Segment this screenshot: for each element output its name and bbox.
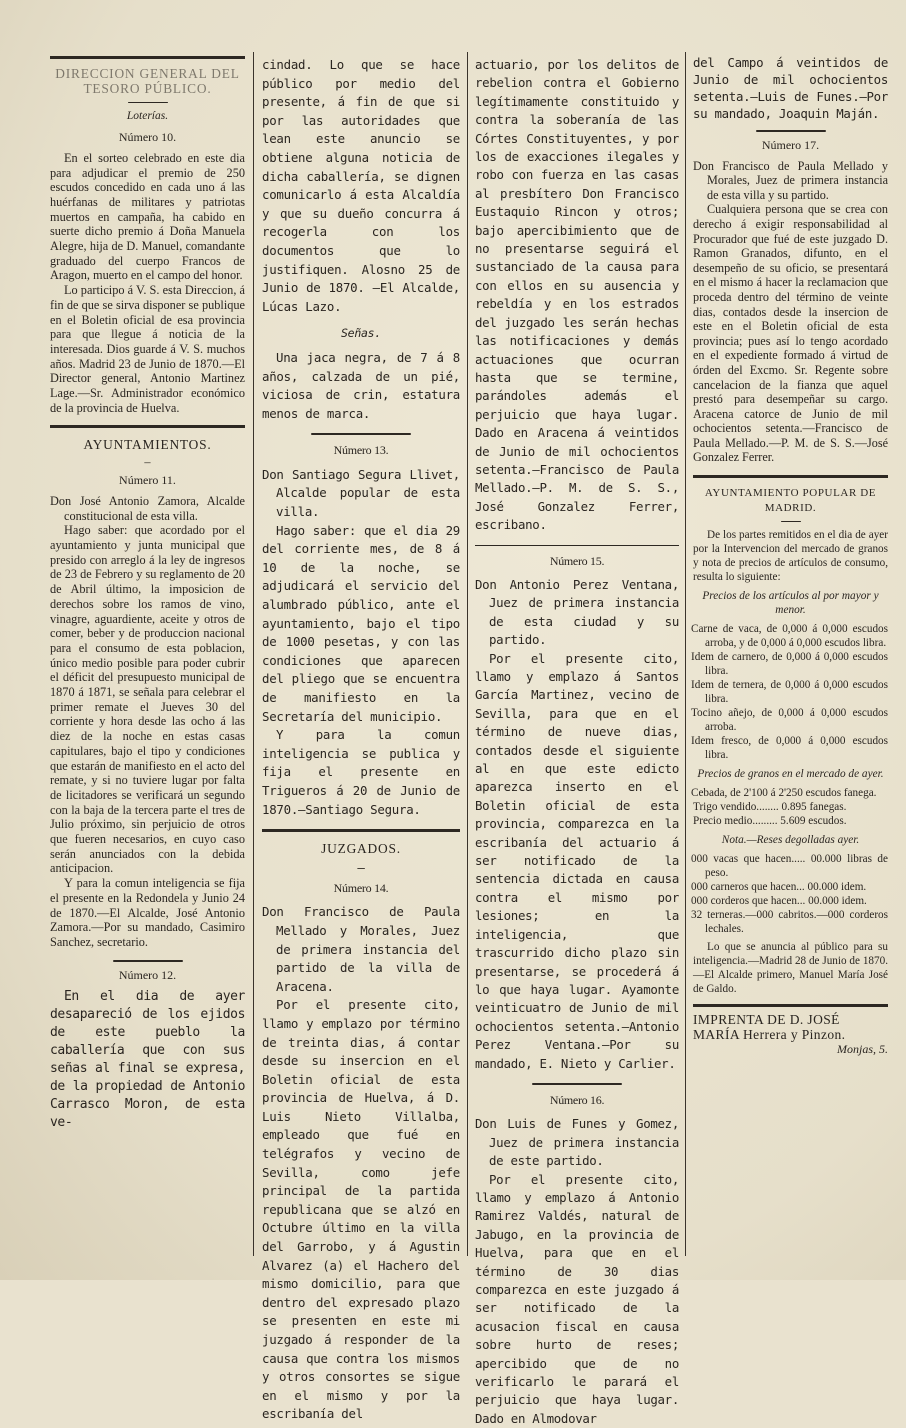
- price-line: Idem fresco, de 0,000 á 0,000 escudos libra.: [691, 735, 888, 762]
- column-rule: [253, 52, 254, 1256]
- section-heading: AYUNTAMIENTOS.: [83, 437, 212, 453]
- notice-text: Cualquiera persona que se crea con derecho á exigir responsabilidad al Procurador que fué de este juzgado D. Ramon Granados, difunto, en el desempeño de su oficio, se presentará en el mismo á hacer la reclamacion que proceda dentro del término de veinte dias, contados desde la insercion de este en el Boletin oficial de esta provincia; pues así lo tengo acordado en el expediente formado á virtud de órden del Excmo. Sr. Regente sobre cancelacion de la fianza que aquel prestó para desempeñar su cargo. Aracena catorce de Junio de mil ochocientos setenta.—Francisco de Paula Mellado.—P. M. de S. S.—José Gonzalez Ferrer.: [693, 202, 888, 465]
- dash: –: [144, 455, 151, 470]
- price-line: 000 vacas que hacen..... 00.000 libras de peso.: [691, 853, 888, 880]
- notice-text: Y para la comun inteligencia se fija el presente en la Redondela y Junio 24 de 1870.—El Alcalde, José Antonio Zamora.—Por su mandado, Casimiro Sanchez, secretario.: [50, 876, 245, 949]
- divider: [475, 545, 679, 546]
- price-line: Carne de vaca, de 0,000 á 0,000 escudos arroba, y de 0,000 á 0,000 escudos libra.: [691, 623, 888, 650]
- subheading: Loterías.: [126, 110, 169, 123]
- imprint-location: Monjas, 5.: [837, 1042, 888, 1057]
- notice-number: Número 10.: [118, 130, 177, 145]
- notice-number: Número 13.: [333, 443, 389, 458]
- subheading: Precios de los artículos al por mayor y menor.: [702, 590, 879, 617]
- divider: [113, 960, 183, 962]
- column-3: [475, 52, 679, 1426]
- notice-text: De los partes remitidos en el dia de ayer por la Intervencion del mercado de granos y nota de precios de artículos de consumo, resulta lo siguiente:: [693, 529, 888, 584]
- notice-intro: Don Francisco de Paula Mellado y Morales, Juez de primera instancia del partido de la villa de Aracena.: [262, 904, 460, 994]
- notice-number: Número 14.: [333, 880, 389, 895]
- section-rule: [693, 475, 888, 478]
- column-4: [693, 52, 888, 1250]
- section-heading: AYUNTAMIENTO POPULAR DE MADRID.: [704, 487, 877, 514]
- notice-text: Una jaca negra, de 7 á 8 años, calzada de un pié, viciosa de crin, estatura menos de marca.: [262, 349, 460, 421]
- subheading: Nota.—Reses degolladas ayer.: [721, 834, 860, 847]
- price-line: Cebada, de 2'100 á 2'250 escudos fanega.: [691, 787, 877, 800]
- notice-number: Número 15.: [549, 553, 605, 568]
- price-line: Trigo vendido........ 0.895 fanegas.: [693, 801, 847, 814]
- notice-intro: Don Francisco de Paula Mellado y Morales, Juez de primera instancia de esta villa y su partido.: [693, 158, 888, 202]
- price-line: 000 carneros que hacen... 00.000 idem.: [691, 881, 867, 894]
- divider: [128, 102, 168, 103]
- notice-intro: Don Santiago Segura Llivet, Alcalde popular de esta villa.: [262, 466, 460, 520]
- notice-text: Por el presente cito, llamo y emplazo por término de treinta dias, á contar desde su insercion en el Boletin oficial de esta provincia de Huelva, á D. Luis Nieto Villalba, empleado que fué en telégrafos y vecino de Sevilla, como jefe principal de la partida republicana que se alzó en Octubre último en la villa del Garrobo, y á Agustin Alvarez (a) el Hachero del mismo domicilio, para que dentro del expresado plazo se presenten en este mi juzgado á responder de la causa que contra los mismos y otros consortes se sigue en el mismo y por la escribanía del: [262, 997, 460, 1422]
- notice-text: actuario, por los delitos de rebelion contra el Gobierno legítimamente constituido y contra la soberanía de las Córtes Constituyentes, y por los de exacciones ilegales y robo con fuerza en las casas al presbítero Don Francisco Eustaquio Rincon y otros; bajo apercibimiento que de no presentarse seguirá el sustanciado de la causa para con ellos en su ausencia y rebeldía y en los estrados del juzgado les serán hechas las notificaciones y demás actuaciones que ocurran hasta que se termine, parándoles además el perjuicio que haya lugar. Dado en Aracena á veintidos de Junio de mil ochocientos setenta.—Francisco de Paula Mellado.—P. M. de S. S., José Gonzalez Ferrer, escribano.: [475, 57, 679, 533]
- column-rule: [685, 52, 686, 1256]
- notice-number: Número 12.: [118, 967, 177, 982]
- notice-text: En el sorteo celebrado en este dia para adjudicar el premio de 250 escudos concedido en cada uno á las huérfanas de militares y patriotas muertos en campaña, ha cabido en suerte dicho premio á Doña Manuela Alegre, hija de D. Manuel, comandante graduado del cuerpo Francos de Aragon, muerto en el campo del honor.: [50, 150, 245, 283]
- notice-text: En el dia de ayer desapareció de los ejidos de este pueblo la caballería que con sus señas al final se expresa, de la propiedad de Antonio Carrasco Moron, de esta ve-: [50, 989, 245, 1131]
- notice-text: Lo participo á V. S. esta Direccion, á fin de que se sirva disponer se publique en el Boletin oficial de esa provincia para que llegue á noticia de la interesada. Dios guarde á V. S. muchos años. Madrid 23 de Junio de 1870.—El Director general, Antonio Martinez Lage.—Sr. Administrador económico de la provincia de Huelva.: [50, 283, 245, 415]
- top-rule: [50, 56, 245, 59]
- price-line: Idem de ternera, de 0,000 á 0,000 escudos libra.: [691, 679, 888, 706]
- notice-text: cindad. Lo que se hace público por medio del presente, á fin de que si por las autoridades que lean este anuncio se obtiene alguna noticia de dicha caballería, se dignen comunicarlo á esta Alcaldía y que su dueño concurra á recogerla con los documentos que lo justifiquen. Alosno 25 de Junio de 1870. —El Alcalde, Lúcas Lazo.: [262, 57, 460, 314]
- subheading: Precios de granos en el mercado de ayer.: [697, 768, 884, 781]
- column-2: [262, 52, 460, 1422]
- section-heading: DIRECCION GENERAL DEL TESORO PÚBLICO.: [55, 66, 240, 96]
- notice-intro: Don Luis de Funes y Gomez, Juez de primera instancia de este partido.: [475, 1116, 679, 1169]
- notice-text: Y para la comun inteligencia se publica y fija el presente en Trigueros á 20 de Junio de 1870.—Santiago Segura.: [262, 727, 460, 817]
- price-line: Tocino añejo, de 0,000 á 0,000 escudos arroba.: [691, 707, 888, 734]
- divider: [756, 130, 826, 132]
- notice-intro: Don José Antonio Zamora, Alcalde constitucional de esta villa.: [50, 493, 245, 523]
- notice-number: Número 16.: [549, 1092, 605, 1107]
- notice-text: Por el presente cito, llamo y emplazo á Santos García Martinez, vecino de Sevilla, para que en el término de nueve dias, contados desde el siguiente al en que este edicto aparezca inserto en el Boletin oficial de esta provincia, comparezca en la escribanía del actuario á ser notificado de la sentencia dictada en causa contra el mismo por lesiones; en la inteligencia, que trascurrido dicho plazo sin presentarse, se procederá á lo que haya lugar. Ayamonte veinticuatro de Junio de mil ochocientos setenta.—Antonio Perez Ventana.—Por su mandado, E. Nieto y Carlier.: [475, 650, 679, 1071]
- section-rule: [693, 1004, 888, 1007]
- price-line: 000 corderos que hacen... 00.000 idem.: [691, 895, 867, 908]
- notice-text: Lo que se anuncia al público para su inteligencia.—Madrid 28 de Junio de 1870.—El Alcalde primero, Manuel María José de Galdo.: [693, 941, 888, 996]
- notice-text: Por el presente cito, llamo y emplazo á Antonio Ramirez Valdés, natural de Jabugo, en la provincia de Huelva, para que en el término de 30 dias comparezca en este juzgado á ser notificado de la acusacion fiscal en causa sobre hurto de reses; apercibido que de no verificarlo le parará el perjuicio que haya lugar. Dado en Almodovar: [475, 1171, 679, 1426]
- divider: [532, 1083, 622, 1085]
- column-rule: [467, 52, 468, 1256]
- price-line: Precio medio......... 5.609 escudos.: [693, 815, 847, 828]
- section-heading: JUZGADOS.: [321, 841, 401, 857]
- notice-text: Hago saber: que acordado por el ayuntamiento y junta municipal que presido con arreglo á la ley de ingresos de 23 de Febrero y su reglamento de 20 de Abril último, la imposicion de derechos sobre los ramos de vino, vinagre, aguardiente, aceite y otros de comer, beber y de produccion nacional para el consumo de esta poblacion, único medio posible para poder cubrir el déficit del presupuesto municipal de 1870 á 1871, se señala para celebrar el primer remate el Jueves 30 del corriente y hora desde las ocho á las diez de la noche en estas casas capitulares, bajo el tipo y condiciones que estarán de manifiesto en el acto del remate, y si no tuviere lugar por falta de licitadores se verificará un segundo con la baja de la tercera parte el tres de Julio próximo, sin perjuicio de otros que fueren necesarios, en cuyo caso serán anunciados con la debida anticipacion.: [50, 523, 245, 876]
- price-line: 32 terneras.—000 cabritos.—000 corderos lechales.: [691, 909, 888, 936]
- notice-text: Hago saber: que el dia 29 del corriente mes, de 8 á 10 de la noche, se adjudicará el servicio del alumbrado público, ante el ayuntamiento, bajo el tipo de 1000 pesetas, y con las condiciones que aparecen del pliego que se encuentra de manifiesto en la Secretaría del municipio.: [262, 522, 460, 724]
- divider: [781, 521, 801, 522]
- price-line: Idem de carnero, de 0,000 á 0,000 escudos libra.: [691, 651, 888, 678]
- divider: [311, 433, 411, 435]
- dash: –: [357, 859, 365, 875]
- section-rule: [50, 425, 245, 428]
- notice-text: del Campo á veintidos de Junio de mil ochocientos setenta.—Luis de Funes.—Por su mandado, Joaquin Maján.: [693, 55, 888, 121]
- notice-intro: Don Antonio Perez Ventana, Juez de primera instancia de esta ciudad y su partido.: [475, 576, 679, 648]
- notice-number: Número 11.: [119, 473, 176, 488]
- column-1: [50, 52, 245, 1250]
- section-rule: [262, 829, 460, 832]
- subheading: Señas.: [340, 326, 382, 341]
- notice-number: Número 17.: [761, 138, 820, 152]
- imprint: IMPRENTA DE D. JOSÉ MARÍA Herrera y Pinzon.: [693, 1012, 846, 1042]
